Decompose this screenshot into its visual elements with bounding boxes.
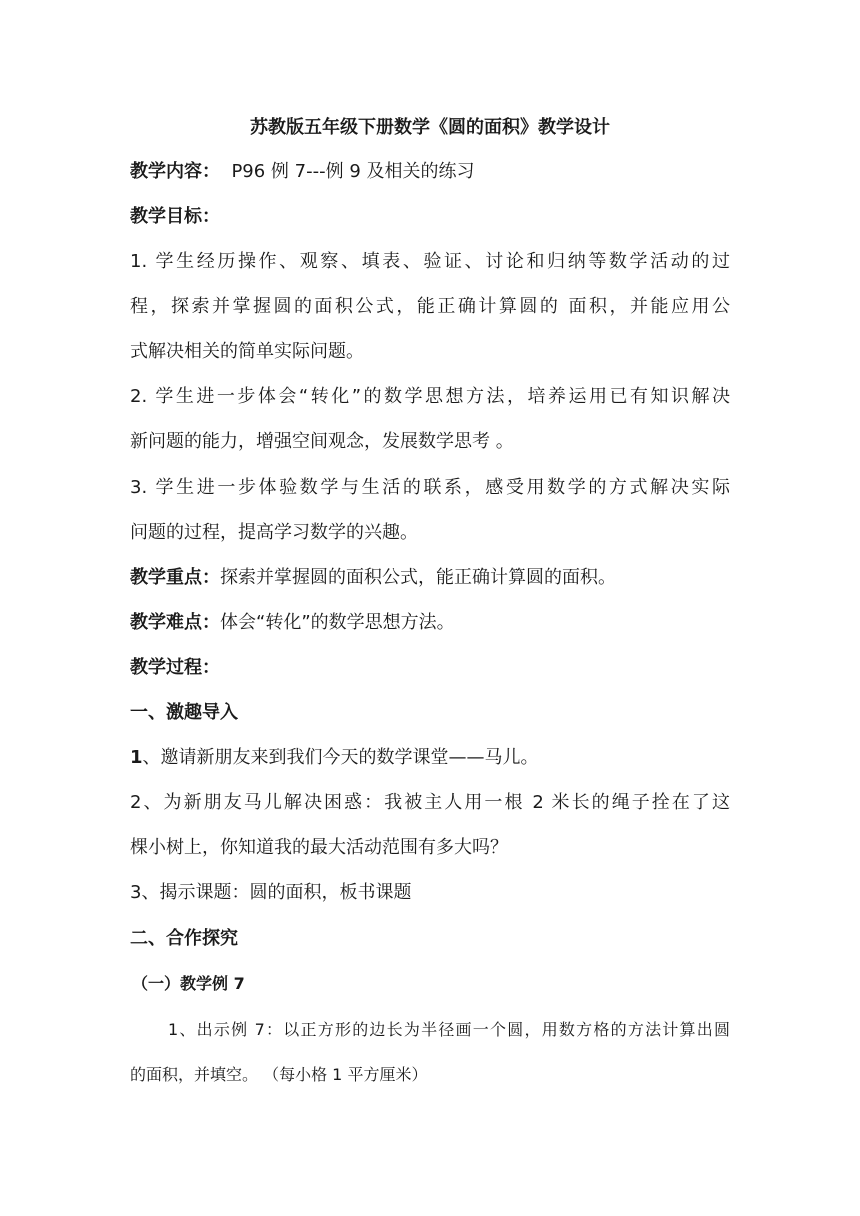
key-point-label: 教学重点： xyxy=(130,567,220,588)
step-1-number: 1 xyxy=(130,747,143,768)
section-1-step-2-line-1: 2、为新朋友马儿解决困惑：我被主人用一根 2 米长的绳子拴在了这 xyxy=(130,792,730,813)
section-2-heading: 二、合作探究 xyxy=(130,928,238,949)
objective-1-line-3: 式解决相关的简单实际问题。 xyxy=(130,341,364,362)
difficulty xyxy=(130,611,730,635)
teaching-content xyxy=(130,160,730,184)
task-1-line-2: 的面积，并填空。 （每小格 1 平方厘米） xyxy=(130,1065,428,1084)
objective-2-line-2: 新问题的能力，增强空间观念，发展数学思考 。 xyxy=(130,431,514,452)
objective-3-line-1: 3. 学生进一步体验数学与生活的联系，感受用数学的方式解决实际 xyxy=(130,477,730,498)
difficulty-value: 体会“转化”的数学思想方法。 xyxy=(220,612,455,633)
section-1-heading: 一、激趣导入 xyxy=(130,702,238,723)
teaching-content-value: P96 例 7---例 9 及相关的练习 xyxy=(231,161,475,182)
key-point-value: 探索并掌握圆的面积公式，能正确计算圆的面积。 xyxy=(220,567,616,588)
objective-3-line-2: 问题的过程，提高学习数学的兴趣。 xyxy=(130,522,418,543)
document-title: 苏教版五年级下册数学《圆的面积》教学设计 xyxy=(250,117,610,138)
objective-2-line-1: 2. 学生进一步体会“转化”的数学思想方法，培养运用已有知识解决 xyxy=(130,386,730,407)
section-1-step-1 xyxy=(130,746,730,770)
objective-1-line-2: 程，探索并掌握圆的面积公式，能正确计算圆的 面积，并能应用公 xyxy=(130,296,730,317)
teaching-content-label: 教学内容： xyxy=(130,161,220,182)
step-1-text: 、邀请新朋友来到我们今天的数学课堂——马儿。 xyxy=(142,747,539,768)
process-heading: 教学过程： xyxy=(130,657,220,678)
objective-1-line-1: 1. 学生经历操作、观察、填表、验证、讨论和归纳等数学活动的过 xyxy=(130,251,730,272)
difficulty-label: 教学难点： xyxy=(130,612,220,633)
key-point xyxy=(130,566,730,590)
objectives-heading: 教学目标： xyxy=(130,206,220,227)
section-1-step-3: 3、揭示课题：圆的面积，板书课题 xyxy=(130,882,412,903)
task-1-line-1: 1、出示例 7：以正方形的边长为半径画一个圆，用数方格的方法计算出圆 xyxy=(168,1020,730,1039)
subsection-1-heading: （一）教学例 7 xyxy=(132,974,245,993)
section-1-step-2-line-2: 棵小树上，你知道我的最大活动范围有多大吗？ xyxy=(130,837,508,858)
